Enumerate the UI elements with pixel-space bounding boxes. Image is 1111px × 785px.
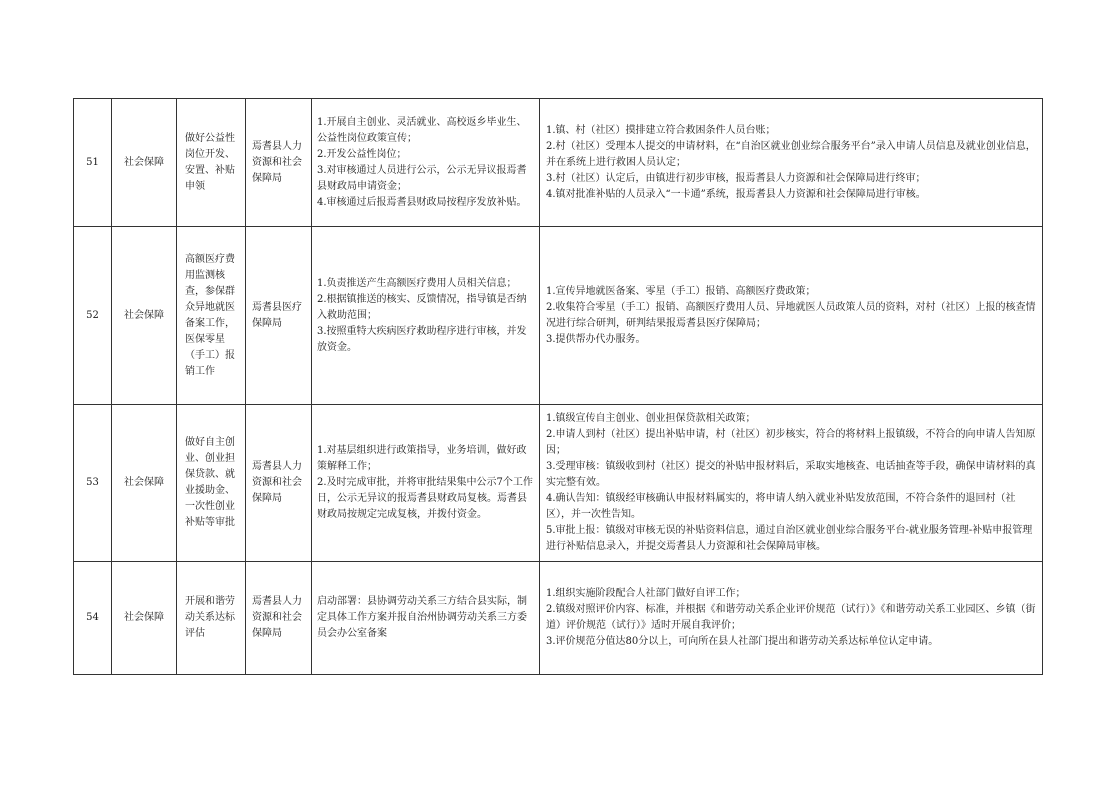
item-cell: 做好自主创业、创业担保贷款、就业援助金、一次性创业补贴等审批 (177, 405, 246, 562)
department-cell: 焉耆县人力资源和社会保障局 (246, 562, 312, 675)
row-number: 54 (74, 562, 112, 675)
row-number: 53 (74, 405, 112, 562)
table-row (74, 227, 1043, 405)
town-duty-cell (540, 405, 1043, 562)
county-duty-text: 1.开展自主创业、灵活就业、高校返乡毕业生、公益性岗位政策宣传； 2.开发公益性岗位； 3.对审核通过人员进行公示，公示无异议报焉耆县财政局申请资金； 4.审核通过后报焉耆县财政局按程序发放补贴。 (317, 116, 527, 208)
department-cell: 焉耆县医疗保障局 (246, 227, 312, 405)
item-cell: 高额医疗费用监测核查，参保群众异地就医备案工作，医保零星（手工）报销工作 (177, 227, 246, 405)
town-duty-cell (540, 562, 1043, 675)
county-duty-cell (312, 405, 540, 562)
town-duty-cell (540, 99, 1043, 227)
category-cell: 社会保障 (112, 562, 177, 675)
department-cell: 焉耆县人力资源和社会保障局 (246, 405, 312, 562)
county-duty-cell (312, 227, 540, 405)
category-cell: 社会保障 (112, 405, 177, 562)
county-duty-cell (312, 562, 540, 675)
county-duty-text: 启动部署：县协调劳动关系三方结合县实际，制定具体工作方案并报自治州协调劳动关系三方委员会办公室备案 (317, 596, 527, 639)
responsibility-table (73, 98, 1043, 675)
category-cell: 社会保障 (112, 227, 177, 405)
county-duty-text: 1.负责推送产生高额医疗费用人员相关信息； 2.根据镇推送的核实、反馈情况，指导镇是否纳入救助范围； 3.按照重特大疾病医疗救助程序进行审核，并发放资金。 (317, 277, 527, 353)
row-number: 52 (74, 227, 112, 405)
town-duty-cell (540, 227, 1043, 405)
item-cell: 做好公益性岗位开发、安置、补贴申领 (177, 99, 246, 227)
department-cell: 焉耆县人力资源和社会保障局 (246, 99, 312, 227)
county-duty-cell (312, 99, 540, 227)
table-row (74, 405, 1043, 562)
category-cell: 社会保障 (112, 99, 177, 227)
town-duty-text: 1.镇、村（社区）摸排建立符合救困条件人员台账； 2.村（社区）受理本人提交的申请材料，在“自治区就业创业综合服务平台”录入申请人员信息及就业创业信息，并在系统上进行救困人员认定； 3.村（社区）认定后，由镇进行初步审核，报焉耆县人力资源和社会保障局进行终审； 4.镇对批准补贴的人员录入“一卡通”系统，报焉耆县人力资源和社会保障局进行审核。 (546, 124, 1036, 200)
town-duty-text: 1.组织实施阶段配合人社部门做好自评工作； 2.镇级对照评价内容、标准，并根据《和谐劳动关系企业评价规范（试行）》《和谐劳动关系工业园区、乡镇（街道）评价规范（试行）》适时开展自我评价； 3.评价规范分值达80分以上，可向所在县人社部门提出和谐劳动关系达标单位认定申请。 (546, 588, 1036, 647)
town-duty-text: 1.镇级宣传自主创业、创业担保贷款相关政策； 2.申请人到村（社区）提出补贴申请，村（社区）初步核实，符合的将材料上报镇级，不符合的向申请人告知原因； 3.受理审核：镇级收到村（社区）提交的补贴申报材料后，采取实地核查、电话抽查等手段，确保申请材料的真实完整有效。 4.确认告知：镇级经审核确认申报材料属实的，将申请人纳入就业补贴发放范围，不符合条件的退回村（社区），并一次性告知。 5.审批上报：镇级对审核无误的补贴资料信息，通过自治区就业创业综合服务平台-就业服务管理-补贴申报管理进行补贴信息录入，并提交焉耆县人力资源和社会保障局审核。 (546, 413, 1036, 552)
table-row (74, 562, 1043, 675)
town-duty-text: 1.宣传异地就医备案、零星（手工）报销、高额医疗费政策； 2.收集符合零星（手工）报销、高额医疗费用人员、异地就医人员政策人员的资料，对村（社区）上报的核查情况进行综合研判，研判结果报焉耆县医疗保障局； 3.提供帮办代办服务。 (546, 285, 1036, 345)
item-cell: 开展和谐劳动关系达标评估 (177, 562, 246, 675)
county-duty-text: 1.对基层组织进行政策指导，业务培训，做好政策解释工作； 2.及时完成审批，并将审批结果集中公示7个工作日，公示无异议的报焉耆县财政局复核。焉耆县财政局按规定完成复核，并拨付资金。 (317, 445, 533, 520)
table-row (74, 99, 1043, 227)
row-number: 51 (74, 99, 112, 227)
